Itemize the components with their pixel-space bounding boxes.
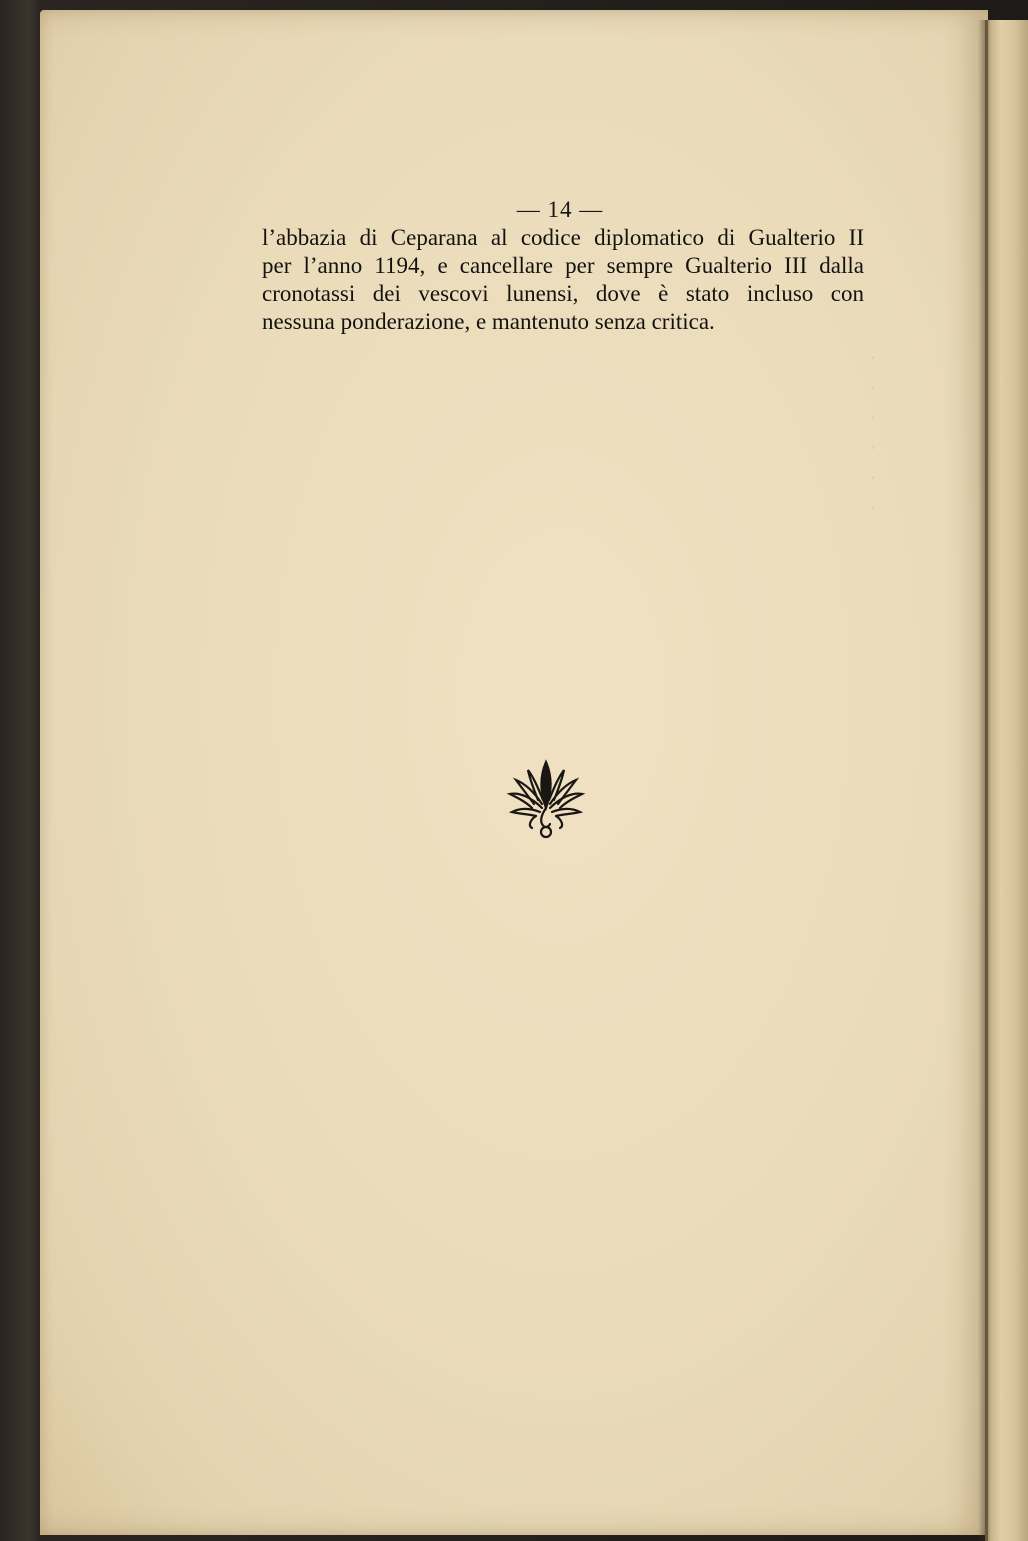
spine-shadow	[978, 20, 988, 1541]
body-line: nessuna ponderazione, e mantenuto senza critica.	[262, 309, 715, 334]
page-number: — 14 —	[516, 197, 604, 222]
body-line: cronotassi dei vescovi lunensi, dove è stato incluso con	[262, 281, 864, 306]
fleuron-icon	[506, 758, 586, 840]
body-line: per l’anno 1194, e cancellare per sempre Gualterio III dalla	[262, 253, 864, 278]
body-paragraph	[262, 224, 864, 336]
body-line: l’abbazia di Ceparana al codice diplomatico di Gualterio II	[262, 225, 864, 250]
book-spine	[985, 20, 1028, 1541]
